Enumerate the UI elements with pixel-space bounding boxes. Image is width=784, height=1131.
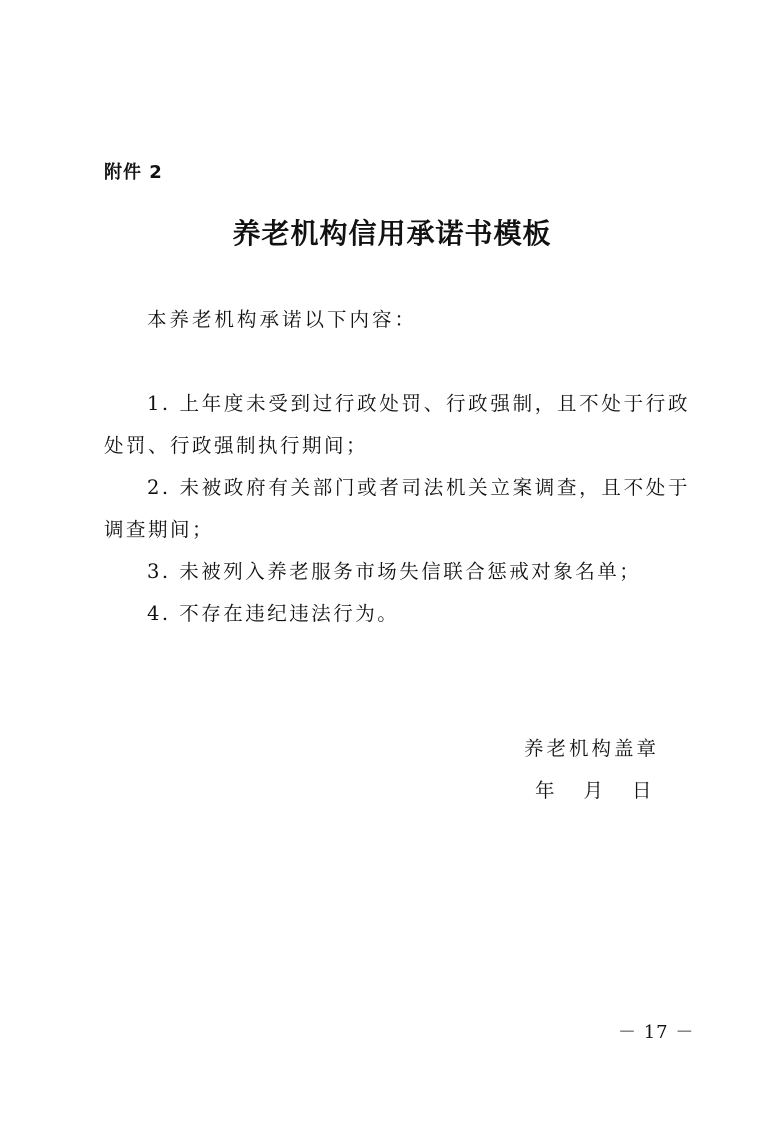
- date-day: 日: [632, 779, 655, 802]
- page-number: － 17 －: [618, 1022, 695, 1043]
- date-month: 月: [583, 779, 607, 802]
- date-year: 年: [535, 779, 558, 802]
- seal-label: 养老机构盖章: [524, 737, 660, 760]
- commitment-list: [104, 383, 690, 635]
- document-title: 养老机构信用承诺书模板: [232, 217, 552, 250]
- attachment-label: 附件 2: [104, 162, 163, 183]
- commitment-item-2: 2. 未被政府有关部门或者司法机关立案调查，且不处于调查期间；: [104, 476, 690, 541]
- commitment-item-4: 4. 不存在违纪违法行为。: [147, 602, 400, 625]
- commitment-item-1: 1. 上年度未受到过行政处罚、行政强制，且不处于行政处罚、行政强制执行期间；: [104, 392, 690, 457]
- seal-block: [524, 728, 659, 812]
- intro-paragraph: 本养老机构承诺以下内容：: [147, 308, 418, 331]
- commitment-item-3: 3. 未被列入养老服务市场失信联合惩戒对象名单；: [147, 560, 642, 583]
- date-line: [524, 770, 659, 812]
